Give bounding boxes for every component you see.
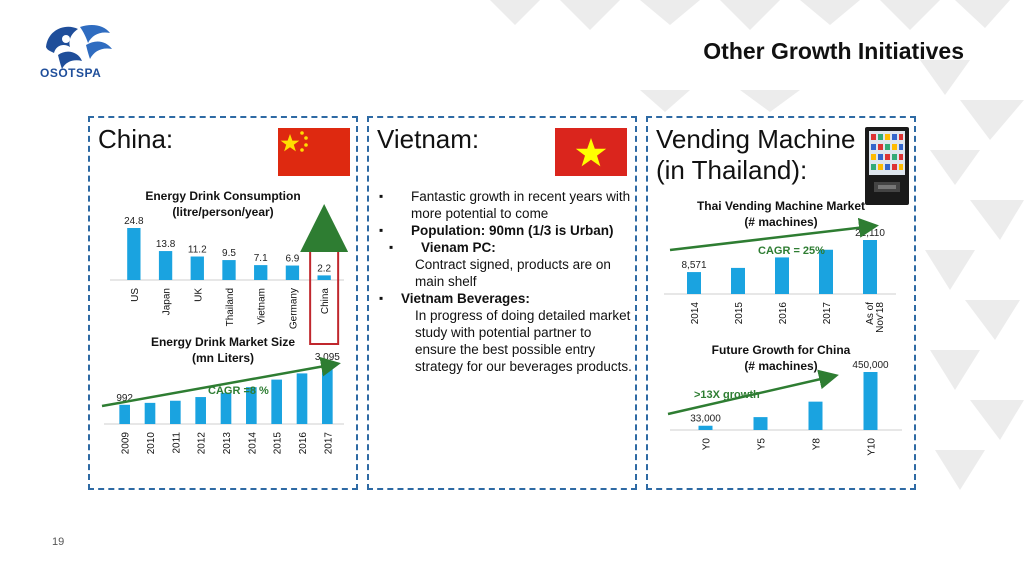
vending-machine-icon: [864, 126, 910, 206]
bar: [119, 405, 130, 424]
vietnam-flag-icon: [555, 128, 627, 176]
data-label: 2.2: [317, 263, 332, 275]
tick-label: China: [320, 288, 332, 315]
data-label: 11.2: [187, 244, 207, 256]
tick-label: 2013: [222, 432, 233, 455]
data-label: 450,000: [852, 360, 889, 371]
tick-label: UK: [193, 288, 205, 302]
bar: [687, 272, 701, 294]
tick-label: Japan: [161, 288, 173, 316]
page-number: 19: [52, 536, 65, 548]
chart-title: (# machines): [744, 359, 818, 373]
bar: [754, 417, 768, 430]
tick-label: As of: [865, 302, 876, 325]
bullet-sub-item: Contract signed, products are on main shelf: [415, 257, 611, 289]
future-growth-china-chart: [648, 344, 914, 484]
slide-title: Other Growth Initiatives: [703, 38, 964, 64]
tick-label: 2011: [171, 432, 183, 454]
bar: [127, 228, 140, 280]
tick-label: Thailand: [225, 288, 236, 327]
bar: [254, 265, 267, 280]
energy-drink-consumption-chart: [90, 190, 356, 350]
data-label: 24.8: [124, 216, 144, 227]
chart-title: Future Growth for China: [711, 344, 851, 357]
cagr-annotation: >13X growth: [694, 389, 760, 401]
bullet-item: ▪ Population: 90mn (1/3 is Urban): [379, 222, 635, 239]
china-panel: [88, 116, 358, 490]
bar: [222, 260, 235, 280]
tick-label: 2016: [298, 432, 309, 455]
tick-label: 2016: [778, 302, 789, 325]
chart-title: Energy Drink Consumption: [145, 190, 301, 203]
tick-label: 2015: [272, 432, 284, 455]
tick-label: US: [129, 288, 141, 302]
bar: [864, 372, 878, 430]
bar: [221, 393, 232, 424]
bar: [322, 364, 333, 424]
data-label: 21,110: [855, 228, 885, 239]
china-panel-title: China:: [98, 124, 174, 154]
brand-name: OSOTSPA: [40, 66, 102, 80]
chart-title: Energy Drink Market Size: [150, 336, 296, 349]
bar: [145, 403, 156, 424]
cagr-annotation: CAGR =8 %: [208, 385, 269, 397]
bar: [775, 257, 789, 294]
chart-title: (mn Liters): [191, 351, 255, 365]
tick-label: Germany: [288, 288, 300, 330]
bullet-item: ▪ Vietnam Beverages:: [379, 290, 635, 307]
cagr-annotation: CAGR = 25%: [758, 245, 825, 257]
data-label: 13.8: [155, 239, 176, 251]
china-flag-icon: [278, 128, 350, 176]
chart-title: Thai Vending Machine Market: [696, 199, 866, 213]
bullet-item: ▪ Fantastic growth in recent years with more potential to come: [379, 188, 635, 222]
tick-label: 2012: [196, 432, 208, 455]
vietnam-panel-title: Vietnam:: [377, 124, 480, 154]
tick-label: 2014: [247, 432, 259, 455]
bar: [809, 402, 823, 430]
tick-label: Y0: [701, 438, 713, 451]
bar: [271, 380, 282, 424]
tick-label: 2014: [690, 302, 701, 325]
tick-label: 2015: [734, 302, 745, 325]
data-label: 33,000: [690, 413, 721, 425]
thai-vending-machine-market-chart: [648, 198, 914, 338]
data-label: 8,571: [681, 260, 707, 272]
chart-title: (litre/person/year): [172, 205, 274, 219]
bar: [159, 251, 172, 280]
tick-label: 2017: [822, 302, 833, 325]
chart-title: (# machines): [744, 215, 818, 229]
bar: [731, 268, 745, 294]
bar: [286, 266, 299, 280]
energy-drink-market-size-chart: [90, 336, 356, 486]
vending-title-line2: (in Thailand):: [656, 155, 808, 185]
data-label: 7.1: [253, 253, 268, 265]
data-label: 6.9: [285, 253, 300, 265]
tick-label: Y5: [756, 438, 768, 451]
data-label: 992: [116, 392, 134, 404]
tick-label: 2009: [120, 432, 132, 455]
bullet-sub-item: In progress of doing detailed market study with potential partner to ensure the best possible entry strategy for our beverages products.: [415, 308, 632, 374]
bar: [195, 397, 206, 424]
vending-panel: [646, 116, 916, 490]
bar: [863, 240, 877, 294]
vietnam-panel: [367, 116, 637, 490]
vietnam-bullet-list: [379, 188, 635, 375]
tick-label: 2017: [323, 432, 335, 455]
vending-panel-title: [656, 124, 855, 186]
tick-label: Vietnam: [256, 288, 268, 325]
bar: [170, 401, 181, 424]
data-label: 9.5: [222, 248, 236, 260]
bar: [317, 275, 330, 280]
data-label: 3,095: [314, 352, 340, 363]
vending-title-line1: Vending Machine: [656, 124, 856, 154]
tick-label: 2010: [146, 432, 157, 455]
bar: [699, 426, 713, 430]
tick-label: Y10: [866, 438, 878, 456]
bar: [191, 257, 204, 280]
tick-label: Nov'18: [875, 302, 886, 333]
bullet-item: ▪ Vienam PC:: [379, 239, 635, 256]
tick-label: Y8: [811, 438, 823, 451]
bar: [297, 373, 308, 424]
